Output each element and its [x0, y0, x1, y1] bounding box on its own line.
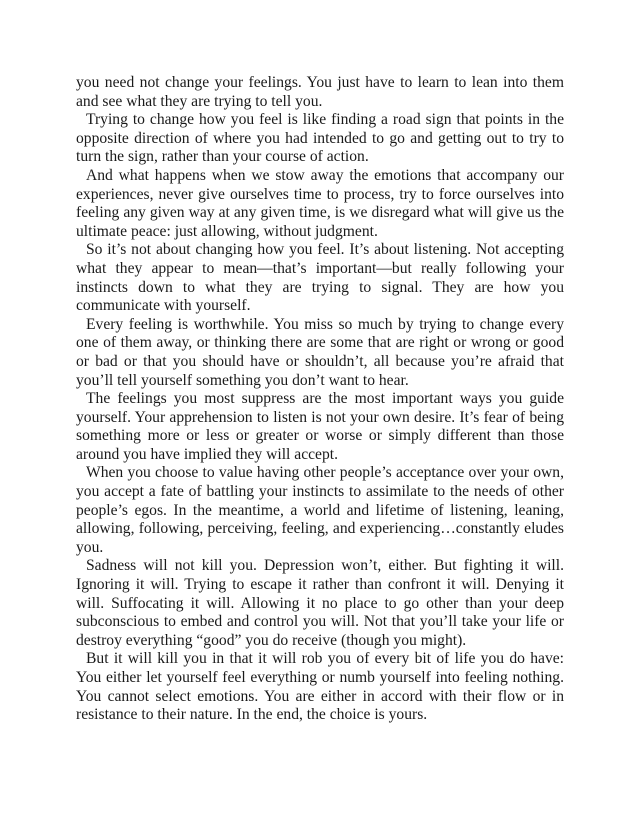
paragraph-4: So it’s not about changing how you feel. It’s about listening. Not accepting what they appear to mean—that’s important—but really following your instincts down to what they are trying to signal. They are how you communicate with yourself. [76, 241, 564, 315]
page-body [76, 74, 564, 725]
paragraph-3: And what happens when we stow away the emotions that accompany our experiences, never give ourselves time to process, try to force ourselves into feeling any given way at any given time, is we disregard what will give us the ultimate peace: just allowing, without judgment. [76, 166, 564, 240]
paragraph-5: Every feeling is worthwhile. You miss so much by trying to change every one of them away, or thinking there are some that are right or wrong or good or bad or that you should have or shouldn’t, all because you’re afraid that you’ll tell yourself something you don’t want to hear. [76, 315, 564, 389]
paragraph-8: Sadness will not kill you. Depression won’t, either. But fighting it will. Ignoring it will. Trying to escape it rather than confront it will. Denying it will. Suffocating it will. Allowing it no place to go other than your deep subconscious to embed and control you will. Not that you’ll take your life or destroy everything “good” you do receive (though you might). [76, 557, 564, 649]
paragraph-1: you need not change your feelings. You just have to learn to lean into them and see what they are trying to tell you. [76, 74, 564, 110]
paragraph-6: The feelings you most suppress are the most important ways you guide yourself. Your apprehension to listen is not your own desire. It’s fear of being something more or less or greater or worse or simply different than those around you have implied they will accept. [76, 390, 564, 463]
paragraph-7: When you choose to value having other people’s acceptance over your own, you accept a fate of battling your instincts to assimilate to the needs of other people’s egos. In the meantime, a world and lifetime of listening, leaning, allowing, following, perceiving, feeling, and experiencing…constantly eludes you. [76, 464, 564, 556]
paragraph-2: Trying to change how you feel is like finding a road sign that points in the opposite direction of where you had intended to go and getting out to try to turn the sign, rather than your course of action. [76, 111, 564, 166]
paragraph-9: But it will kill you in that it will rob you of every bit of life you do have: You either let yourself feel everything or numb yourself into feeling nothing. You cannot select emotions. You are either in accord with their flow or in resistance to their nature. In the end, the choice is yours. [76, 650, 564, 724]
